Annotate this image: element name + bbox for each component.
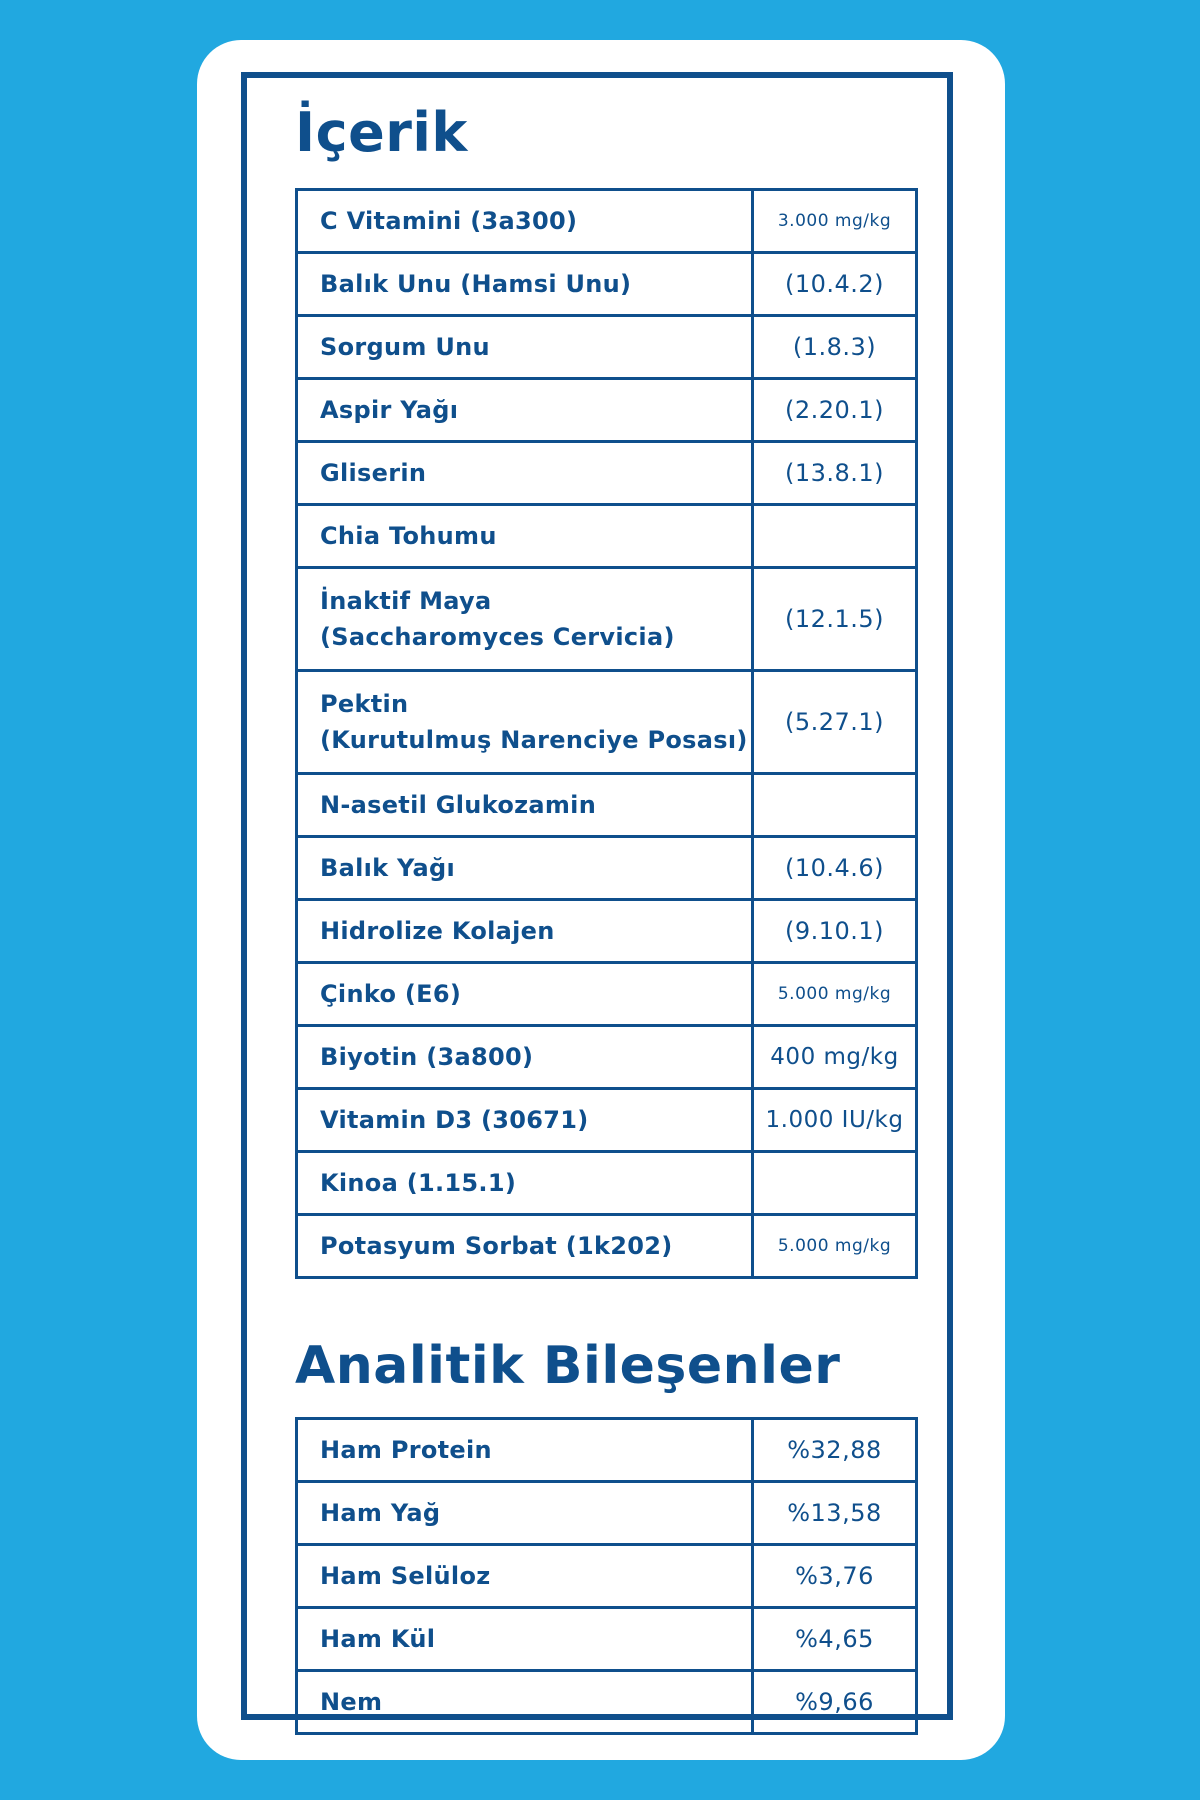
- ingredient-value: 5.000 mg/kg: [753, 963, 917, 1026]
- analytic-value: %13,58: [753, 1482, 917, 1545]
- analytic-name: Nem: [297, 1671, 753, 1734]
- table-row: [297, 1152, 917, 1215]
- table-row: [297, 1026, 917, 1089]
- ingredient-value: [753, 1152, 917, 1215]
- ingredient-name: Pektin (Kurutulmuş Narenciye Posası): [297, 671, 753, 774]
- ingredient-name: Chia Tohumu: [297, 505, 753, 568]
- ingredient-value: (10.4.6): [753, 837, 917, 900]
- ingredient-name: Hidrolize Kolajen: [297, 900, 753, 963]
- ingredient-value: 3.000 mg/kg: [753, 190, 917, 253]
- ingredient-name: Balık Unu (Hamsi Unu): [297, 253, 753, 316]
- table-row: [297, 837, 917, 900]
- analytic-value: %9,66: [753, 1671, 917, 1734]
- ingredient-name: Potasyum Sorbat (1k202): [297, 1215, 753, 1278]
- ingredient-value: (13.8.1): [753, 442, 917, 505]
- analytic-value: %4,65: [753, 1608, 917, 1671]
- table-row: [297, 505, 917, 568]
- ingredient-value: (12.1.5): [753, 568, 917, 671]
- ingredient-name: Vitamin D3 (30671): [297, 1089, 753, 1152]
- label-frame: [241, 72, 953, 1720]
- table-row: [297, 568, 917, 671]
- ingredient-value: (2.20.1): [753, 379, 917, 442]
- ingredient-value: (1.8.3): [753, 316, 917, 379]
- table-row: [297, 253, 917, 316]
- ingredient-value: 1.000 IU/kg: [753, 1089, 917, 1152]
- ingredient-value: [753, 774, 917, 837]
- ingredients-title: İçerik: [295, 101, 468, 164]
- table-row: [297, 774, 917, 837]
- label-card: [197, 40, 1005, 1760]
- table-row: [297, 671, 917, 774]
- table-row: [297, 190, 917, 253]
- ingredient-value: (9.10.1): [753, 900, 917, 963]
- table-row: [297, 1215, 917, 1278]
- analytic-name: Ham Protein: [297, 1419, 753, 1482]
- ingredient-value: 400 mg/kg: [753, 1026, 917, 1089]
- ingredients-table: [295, 188, 918, 1279]
- analytic-name: Ham Kül: [297, 1608, 753, 1671]
- ingredient-name: C Vitamini (3a300): [297, 190, 753, 253]
- analytic-name: Ham Yağ: [297, 1482, 753, 1545]
- ingredient-name: N-asetil Glukozamin: [297, 774, 753, 837]
- ingredient-name: Gliserin: [297, 442, 753, 505]
- table-row: [297, 1089, 917, 1152]
- table-row: [297, 900, 917, 963]
- ingredient-name: Aspir Yağı: [297, 379, 753, 442]
- analytic-title: Analitik Bileşenler: [295, 1336, 841, 1396]
- analytic-table: [295, 1417, 918, 1735]
- table-row: [297, 963, 917, 1026]
- ingredient-value: (10.4.2): [753, 253, 917, 316]
- table-row: [297, 379, 917, 442]
- ingredient-value: [753, 505, 917, 568]
- table-row: [297, 1419, 917, 1482]
- table-row: [297, 316, 917, 379]
- ingredient-name: Biyotin (3a800): [297, 1026, 753, 1089]
- ingredient-name: Balık Yağı: [297, 837, 753, 900]
- analytic-name: Ham Selüloz: [297, 1545, 753, 1608]
- analytic-value: %32,88: [753, 1419, 917, 1482]
- ingredient-name: Çinko (E6): [297, 963, 753, 1026]
- analytic-value: %3,76: [753, 1545, 917, 1608]
- table-row: [297, 1608, 917, 1671]
- ingredient-value: (5.27.1): [753, 671, 917, 774]
- ingredient-name: Sorgum Unu: [297, 316, 753, 379]
- table-row: [297, 1671, 917, 1734]
- table-row: [297, 1482, 917, 1545]
- table-row: [297, 1545, 917, 1608]
- ingredient-value: 5.000 mg/kg: [753, 1215, 917, 1278]
- ingredient-name: İnaktif Maya (Saccharomyces Cervicia): [297, 568, 753, 671]
- table-row: [297, 442, 917, 505]
- ingredient-name: Kinoa (1.15.1): [297, 1152, 753, 1215]
